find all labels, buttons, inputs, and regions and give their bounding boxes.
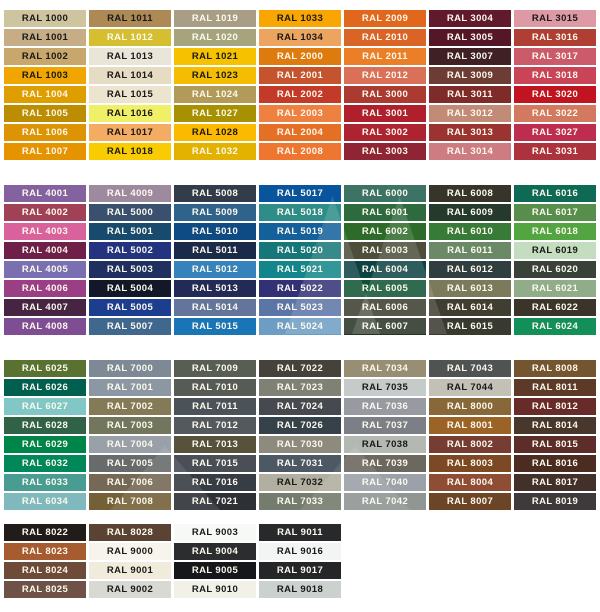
ral-swatch-ral-5020: RAL 5020 [259,242,341,259]
ral-swatch-ral-5017: RAL 5017 [259,185,341,202]
ral-swatch-ral-6013: RAL 6013 [429,280,511,297]
ral-swatch-ral-6034: RAL 6034 [4,493,86,510]
ral-swatch-ral-8015: RAL 8015 [514,436,596,453]
ral-swatch-ral-1005: RAL 1005 [4,105,86,122]
ral-swatch-ral-8008: RAL 8008 [514,360,596,377]
ral-swatch-ral-7030: RAL 7030 [259,436,341,453]
ral-swatch-ral-3011: RAL 3011 [429,86,511,103]
ral-swatch-ral-3014: RAL 3014 [429,143,511,160]
ral-swatch-ral-6024: RAL 6024 [514,318,596,335]
ral-swatch-ral-6004: RAL 6004 [344,261,426,278]
ral-swatch-ral-5012: RAL 5012 [174,261,256,278]
ral-swatch-ral-7024: RAL 7024 [259,398,341,415]
ral-swatch-ral-6021: RAL 6021 [514,280,596,297]
ral-swatch-ral-6000: RAL 6000 [344,185,426,202]
ral-swatch-ral-2009: RAL 2009 [344,10,426,27]
ral-block-3 [4,360,596,510]
ral-swatch-ral-1027: RAL 1027 [174,105,256,122]
ral-swatch-ral-5018: RAL 5018 [259,204,341,221]
ral-swatch-ral-5022: RAL 5022 [259,280,341,297]
ral-swatch-ral-3000: RAL 3000 [344,86,426,103]
ral-swatch-ral-1007: RAL 1007 [4,143,86,160]
ral-swatch-ral-8004: RAL 8004 [429,474,511,491]
ral-swatch-ral-6012: RAL 6012 [429,261,511,278]
ral-swatch-ral-1020: RAL 1020 [174,29,256,46]
ral-swatch-ral-1028: RAL 1028 [174,124,256,141]
ral-swatch-ral-1016: RAL 1016 [89,105,171,122]
ral-swatch-ral-8028: RAL 8028 [89,524,171,541]
ral-swatch-ral-3012: RAL 3012 [429,105,511,122]
ral-swatch-ral-3031: RAL 3031 [514,143,596,160]
ral-swatch-ral-6007: RAL 6007 [344,318,426,335]
ral-swatch-ral-6006: RAL 6006 [344,299,426,316]
ral-swatch-ral-8016: RAL 8016 [514,455,596,472]
ral-swatch-ral-6015: RAL 6015 [429,318,511,335]
ral-swatch-ral-5011: RAL 5011 [174,242,256,259]
ral-swatch-ral-9003: RAL 9003 [174,524,256,541]
ral-swatch-ral-6033: RAL 6033 [4,474,86,491]
ral-swatch-ral-8022: RAL 8022 [4,524,86,541]
ral-swatch-ral-1012: RAL 1012 [89,29,171,46]
ral-swatch-ral-7036: RAL 7036 [344,398,426,415]
ral-swatch-ral-5009: RAL 5009 [174,204,256,221]
ral-swatch-ral-6029: RAL 6029 [4,436,86,453]
ral-swatch-ral-8024: RAL 8024 [4,562,86,579]
ral-swatch-ral-1000: RAL 1000 [4,10,86,27]
ral-swatch-ral-4005: RAL 4005 [4,261,86,278]
ral-swatch-ral-9001: RAL 9001 [89,562,171,579]
ral-swatch-ral-6018: RAL 6018 [514,223,596,240]
ral-swatch-ral-7043: RAL 7043 [429,360,511,377]
ral-swatch-ral-6010: RAL 6010 [429,223,511,240]
ral-swatch-ral-3009: RAL 3009 [429,67,511,84]
ral-block-4 [4,524,341,598]
ral-swatch-ral-4002: RAL 4002 [4,204,86,221]
ral-swatch-ral-7016: RAL 7016 [174,474,256,491]
ral-swatch-ral-8002: RAL 8002 [429,436,511,453]
ral-swatch-ral-5003: RAL 5003 [89,261,171,278]
ral-swatch-ral-2002: RAL 2002 [259,86,341,103]
ral-swatch-ral-5004: RAL 5004 [89,280,171,297]
ral-swatch-ral-6020: RAL 6020 [514,261,596,278]
ral-swatch-ral-2004: RAL 2004 [259,124,341,141]
ral-swatch-ral-5013: RAL 5013 [174,280,256,297]
ral-swatch-ral-7033: RAL 7033 [259,493,341,510]
ral-swatch-ral-4007: RAL 4007 [4,299,86,316]
ral-swatch-ral-7022: RAL 7022 [259,360,341,377]
ral-swatch-ral-7044: RAL 7044 [429,379,511,396]
ral-swatch-ral-3007: RAL 3007 [429,48,511,65]
ral-swatch-ral-1015: RAL 1015 [89,86,171,103]
ral-swatch-ral-8003: RAL 8003 [429,455,511,472]
ral-swatch-ral-1004: RAL 1004 [4,86,86,103]
ral-swatch-ral-3020: RAL 3020 [514,86,596,103]
ral-swatch-ral-6026: RAL 6026 [4,379,86,396]
ral-swatch-ral-1006: RAL 1006 [4,124,86,141]
ral-swatch-ral-5002: RAL 5002 [89,242,171,259]
ral-swatch-ral-6005: RAL 6005 [344,280,426,297]
ral-swatch-ral-9017: RAL 9017 [259,562,341,579]
ral-swatch-ral-5014: RAL 5014 [174,299,256,316]
ral-swatch-ral-7004: RAL 7004 [89,436,171,453]
ral-swatch-ral-4004: RAL 4004 [4,242,86,259]
ral-swatch-ral-8000: RAL 8000 [429,398,511,415]
ral-swatch-ral-8007: RAL 8007 [429,493,511,510]
ral-swatch-ral-7038: RAL 7038 [344,436,426,453]
ral-swatch-ral-3018: RAL 3018 [514,67,596,84]
ral-swatch-ral-6003: RAL 6003 [344,242,426,259]
ral-swatch-ral-2000: RAL 2000 [259,48,341,65]
ral-swatch-ral-6011: RAL 6011 [429,242,511,259]
ral-swatch-ral-5007: RAL 5007 [89,318,171,335]
ral-swatch-ral-2010: RAL 2010 [344,29,426,46]
ral-swatch-ral-5023: RAL 5023 [259,299,341,316]
ral-swatch-ral-7015: RAL 7015 [174,455,256,472]
ral-swatch-ral-7001: RAL 7001 [89,379,171,396]
ral-swatch-ral-5001: RAL 5001 [89,223,171,240]
ral-swatch-ral-1034: RAL 1034 [259,29,341,46]
ral-swatch-ral-7011: RAL 7011 [174,398,256,415]
ral-swatch-ral-5021: RAL 5021 [259,261,341,278]
ral-swatch-ral-7034: RAL 7034 [344,360,426,377]
ral-swatch-ral-6014: RAL 6014 [429,299,511,316]
ral-swatch-ral-1023: RAL 1023 [174,67,256,84]
ral-swatch-ral-7000: RAL 7000 [89,360,171,377]
ral-swatch-ral-8025: RAL 8025 [4,581,86,598]
ral-swatch-ral-1021: RAL 1021 [174,48,256,65]
ral-swatch-ral-3013: RAL 3013 [429,124,511,141]
ral-swatch-ral-7037: RAL 7037 [344,417,426,434]
ral-swatch-ral-5024: RAL 5024 [259,318,341,335]
ral-swatch-ral-9002: RAL 9002 [89,581,171,598]
ral-swatch-ral-9000: RAL 9000 [89,543,171,560]
ral-swatch-ral-7042: RAL 7042 [344,493,426,510]
ral-swatch-ral-9011: RAL 9011 [259,524,341,541]
ral-swatch-ral-7008: RAL 7008 [89,493,171,510]
ral-swatch-ral-7005: RAL 7005 [89,455,171,472]
ral-swatch-ral-1001: RAL 1001 [4,29,86,46]
ral-swatch-ral-3015: RAL 3015 [514,10,596,27]
ral-swatch-ral-7023: RAL 7023 [259,379,341,396]
ral-swatch-ral-9004: RAL 9004 [174,543,256,560]
ral-swatch-ral-5015: RAL 5015 [174,318,256,335]
ral-swatch-ral-2012: RAL 2012 [344,67,426,84]
ral-swatch-ral-7006: RAL 7006 [89,474,171,491]
ral-swatch-ral-3016: RAL 3016 [514,29,596,46]
ral-swatch-ral-6001: RAL 6001 [344,204,426,221]
ral-swatch-ral-7039: RAL 7039 [344,455,426,472]
ral-swatch-ral-7002: RAL 7002 [89,398,171,415]
ral-swatch-ral-9010: RAL 9010 [174,581,256,598]
ral-swatch-ral-1011: RAL 1011 [89,10,171,27]
ral-swatch-ral-6008: RAL 6008 [429,185,511,202]
ral-swatch-ral-4001: RAL 4001 [4,185,86,202]
ral-swatch-ral-3004: RAL 3004 [429,10,511,27]
ral-swatch-ral-3017: RAL 3017 [514,48,596,65]
ral-swatch-ral-8001: RAL 8001 [429,417,511,434]
ral-swatch-ral-7009: RAL 7009 [174,360,256,377]
ral-swatch-ral-9005: RAL 9005 [174,562,256,579]
ral-swatch-ral-6027: RAL 6027 [4,398,86,415]
ral-swatch-ral-6016: RAL 6016 [514,185,596,202]
ral-swatch-ral-8014: RAL 8014 [514,417,596,434]
ral-swatch-ral-9018: RAL 9018 [259,581,341,598]
ral-swatch-ral-1014: RAL 1014 [89,67,171,84]
ral-swatch-ral-7031: RAL 7031 [259,455,341,472]
ral-swatch-ral-6009: RAL 6009 [429,204,511,221]
ral-swatch-ral-8017: RAL 8017 [514,474,596,491]
ral-swatch-ral-2011: RAL 2011 [344,48,426,65]
ral-swatch-ral-7032: RAL 7032 [259,474,341,491]
ral-swatch-ral-1002: RAL 1002 [4,48,86,65]
ral-swatch-ral-4006: RAL 4006 [4,280,86,297]
ral-swatch-ral-8023: RAL 8023 [4,543,86,560]
ral-swatch-ral-8011: RAL 8011 [514,379,596,396]
ral-swatch-ral-6022: RAL 6022 [514,299,596,316]
ral-swatch-ral-1033: RAL 1033 [259,10,341,27]
ral-swatch-ral-7040: RAL 7040 [344,474,426,491]
ral-swatch-ral-6025: RAL 6025 [4,360,86,377]
ral-swatch-ral-7003: RAL 7003 [89,417,171,434]
ral-swatch-ral-6032: RAL 6032 [4,455,86,472]
ral-block-1 [4,10,596,160]
ral-swatch-ral-6017: RAL 6017 [514,204,596,221]
ral-swatch-ral-7010: RAL 7010 [174,379,256,396]
ral-swatch-ral-7012: RAL 7012 [174,417,256,434]
ral-block-2 [4,185,596,335]
ral-swatch-ral-5010: RAL 5010 [174,223,256,240]
ral-swatch-ral-6019: RAL 6019 [514,242,596,259]
ral-swatch-ral-7021: RAL 7021 [174,493,256,510]
ral-swatch-ral-1024: RAL 1024 [174,86,256,103]
ral-swatch-ral-1013: RAL 1013 [89,48,171,65]
ral-swatch-ral-7013: RAL 7013 [174,436,256,453]
ral-swatch-ral-7035: RAL 7035 [344,379,426,396]
ral-swatch-ral-1003: RAL 1003 [4,67,86,84]
ral-swatch-ral-1032: RAL 1032 [174,143,256,160]
ral-swatch-ral-5000: RAL 5000 [89,204,171,221]
ral-swatch-ral-6002: RAL 6002 [344,223,426,240]
ral-swatch-ral-5019: RAL 5019 [259,223,341,240]
ral-swatch-ral-4008: RAL 4008 [4,318,86,335]
ral-swatch-ral-4003: RAL 4003 [4,223,86,240]
ral-swatch-ral-5008: RAL 5008 [174,185,256,202]
ral-swatch-ral-3002: RAL 3002 [344,124,426,141]
ral-swatch-ral-2003: RAL 2003 [259,105,341,122]
ral-swatch-ral-3001: RAL 3001 [344,105,426,122]
ral-swatch-ral-2008: RAL 2008 [259,143,341,160]
ral-swatch-ral-8019: RAL 8019 [514,493,596,510]
ral-swatch-ral-1019: RAL 1019 [174,10,256,27]
ral-swatch-ral-3022: RAL 3022 [514,105,596,122]
ral-swatch-ral-8012: RAL 8012 [514,398,596,415]
ral-swatch-ral-1018: RAL 1018 [89,143,171,160]
ral-swatch-ral-2001: RAL 2001 [259,67,341,84]
ral-swatch-ral-9016: RAL 9016 [259,543,341,560]
ral-swatch-ral-4009: RAL 4009 [89,185,171,202]
ral-swatch-ral-7026: RAL 7026 [259,417,341,434]
ral-swatch-ral-3003: RAL 3003 [344,143,426,160]
ral-swatch-ral-1017: RAL 1017 [89,124,171,141]
ral-swatch-ral-5005: RAL 5005 [89,299,171,316]
ral-swatch-ral-3027: RAL 3027 [514,124,596,141]
ral-swatch-ral-3005: RAL 3005 [429,29,511,46]
ral-swatch-ral-6028: RAL 6028 [4,417,86,434]
